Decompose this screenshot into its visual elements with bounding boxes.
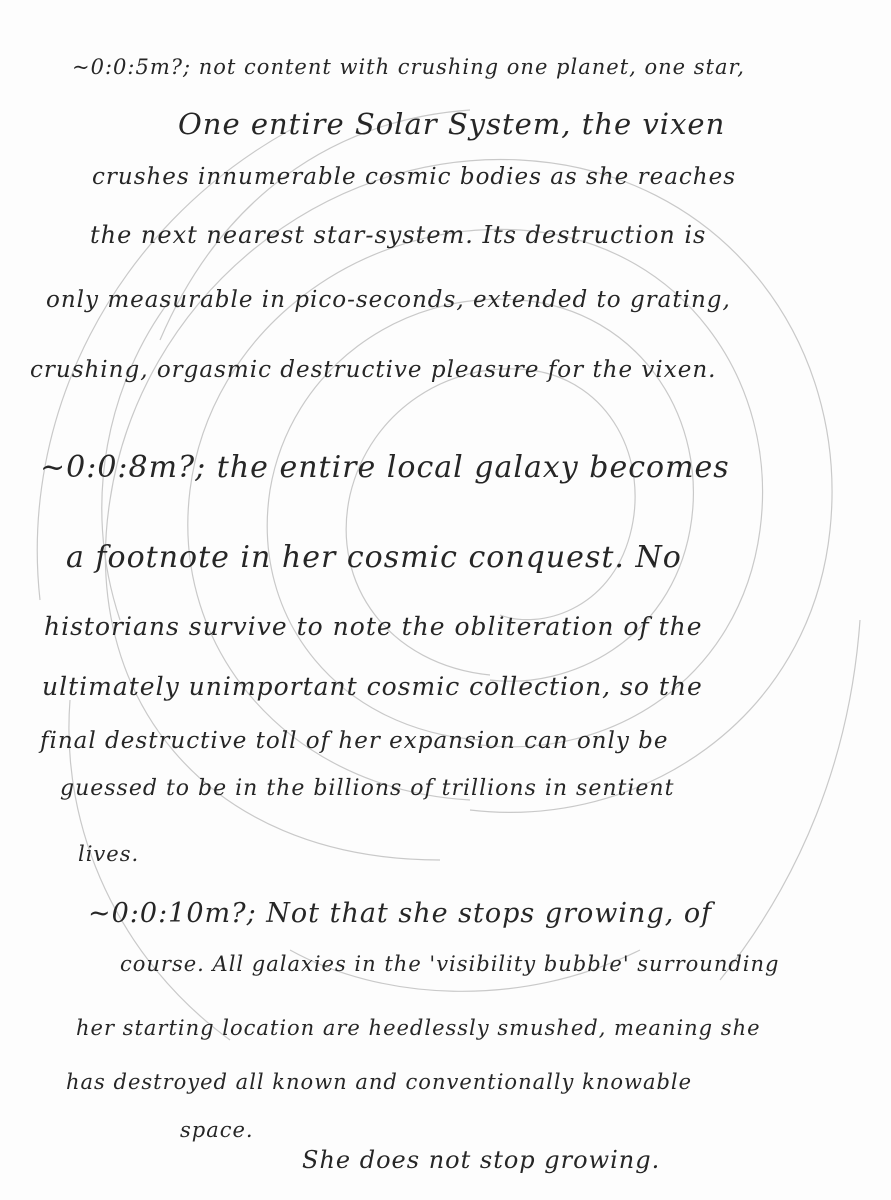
text-line-13: lives.	[78, 842, 140, 866]
text-line-6: crushing, orgasmic destructive pleasure for the vixen.	[30, 357, 717, 383]
text-line-14: ~0:0:10m?; Not that she stops growing, of	[88, 898, 713, 929]
text-line-2: One entire Solar System, the vixen	[178, 107, 726, 141]
text-line-5: only measurable in pico-seconds, extended to grating,	[46, 287, 731, 313]
text-line-9: historians survive to note the obliteration of the	[44, 612, 703, 641]
text-line-11: final destructive toll of her expansion can only be	[40, 728, 669, 754]
text-line-10: ultimately unimportant cosmic collection, so the	[42, 672, 703, 701]
text-line-1: ~0:0:5m?; not content with crushing one planet, one star,	[72, 55, 745, 79]
text-line-16: her starting location are heedlessly smushed, meaning she	[76, 1016, 761, 1040]
text-line-8: a footnote in her cosmic conquest. No	[66, 540, 682, 575]
text-line-19: She does not stop growing.	[302, 1146, 661, 1174]
text-line-12: guessed to be in the billions of trillions in sentient	[60, 776, 675, 801]
text-line-7: ~0:0:8m?; the entire local galaxy becomes	[40, 450, 730, 485]
text-line-17: has destroyed all known and conventionally knowable	[66, 1070, 693, 1094]
text-line-3: crushes innumerable cosmic bodies as she reaches	[92, 164, 737, 190]
text-line-15: course. All galaxies in the 'visibility bubble' surrounding	[120, 952, 780, 976]
text-line-18: space.	[180, 1118, 254, 1142]
text-line-4: the next nearest star-system. Its destruction is	[90, 221, 707, 249]
